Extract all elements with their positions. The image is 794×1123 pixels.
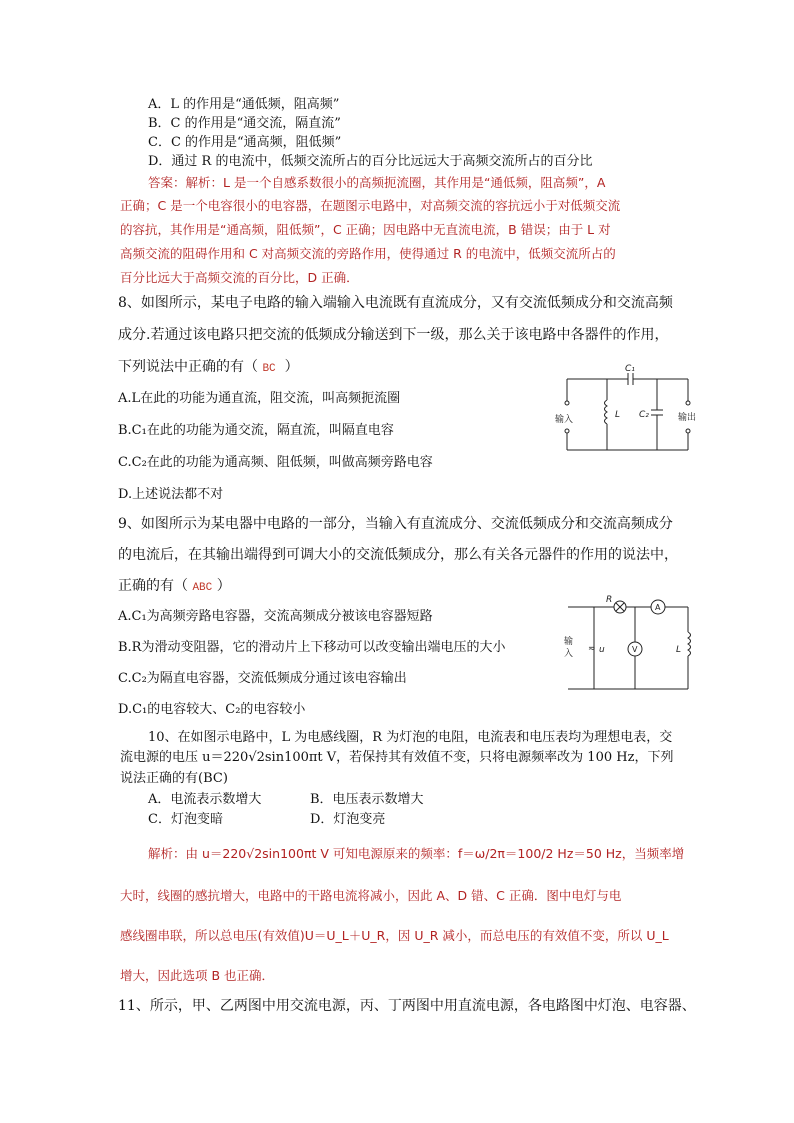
q7-option-a: A．L 的作用是“通低频，阻高频” [148,97,340,112]
q7-option-b: B．C 的作用是“通交流，隔直流” [148,116,341,131]
q7-explanation-line: 正确；C 是一个电容很小的电容器，在题图示电路中，对高频交流的容抗远小于对低频交流 [120,198,621,213]
q9-fig-input-label: 入 [564,649,574,659]
q7-option-d: D．通过 R 的电流中，低频交流所占的百分比远远大于高频交流所占的百分比 [148,154,593,169]
q8-answer: BC [262,363,276,375]
q8-stem-prefix: 下列说法中正确的有（ [118,359,258,375]
q10-option-c: C．灯泡变暗 [148,812,223,827]
q10-explanation-line: 解析：由 u＝220√2sin100πt V 可知电源原来的频率：f＝ω/2π＝100/2 Hz＝50 Hz，当频率增 [148,846,685,861]
q9-fig-ammeter-label: A [655,603,661,612]
q9-stem-line: 的电流后，在其输出端得到可调大小的交流低频成分，那么有关各元器件的作用的说法中， [118,547,678,563]
q9-circuit-diagram [558,594,698,694]
q8-option-d: D.上述说法都不对 [118,487,224,502]
q10-stem-line: 流电源的电压 u＝220√2sin100πt V，若保持其有效值不变，只将电源频率改为 100 Hz，下列 [120,750,674,765]
q9-fig-u-label: u [599,645,605,655]
q9-option-d: D.C₁的电容较大、C₂的电容较小 [118,702,306,717]
q9-answer: ABC [192,582,213,594]
q9-fig-voltmeter-label: V [632,645,638,654]
q11-stem-line: 11、所示，甲、乙两图中用交流电源，丙、丁两图中用直流电源，各电路图中灯泡、电容器、 [118,998,696,1014]
q10-explanation-line: 增大，因此选项 B 也正确． [120,968,275,983]
q10-explanation-line: 感线圈串联，所以总电压(有效值)U＝U_L＋U_R，因 U_R 减小，而总电压的有效值不变，所以 U_L [120,928,669,943]
q8-fig-c1-label: C₁ [625,364,635,374]
q10-explanation-line: 大时，线圈的感抗增大，电路中的干路电流将减小，因此 A、D 错、C 正确．图中电灯与电 [120,888,622,903]
q8-fig-input-label: 输入 [555,415,574,425]
q10-option-d: D．灯泡变亮 [310,812,386,827]
q9-stem-line: 9、如图所示为某电器中电路的一部分，当输入有直流成分、交流低频成分和交流高频成分 [118,516,673,532]
q7-explanation-line: 的容抗，其作用是“通高频，阻低频”，C 正确；因电路中无直流电流，B 错误；由于 L 对 [120,222,611,237]
q8-fig-output-label: 输出 [678,413,697,423]
q8-stem-line [118,359,299,377]
q9-fig-r-label: R [606,595,613,605]
q9-fig-input-label: 输 [564,637,574,647]
q7-explanation-line: 百分比远大于高频交流的百分比，D 正确． [120,270,359,285]
q9-option-c: C.C₂为隔直电容器，交流低频成分通过该电容输出 [118,671,407,686]
q10-option-b: B．电压表示数增大 [310,792,424,807]
q8-fig-c2-label: C₂ [639,410,649,420]
q7-explanation-line: 答案：解析：L 是一个自感系数很小的高频扼流圈，其作用是“通低频，阻高频”，A [148,175,606,190]
q9-stem-line [118,578,231,596]
q9-option-b: B.R为滑动变阻器，它的滑动片上下移动可以改变输出端电压的大小 [118,640,506,655]
q9-option-a: A.C₁为高频旁路电容器，交流高频成分被该电容器短路 [118,609,433,624]
q10-stem-line: 10、在如图示电路中，L 为电感线圈，R 为灯泡的电阻，电流表和电压表均为理想电表，交 [148,730,673,745]
q10-stem-line: 说法正确的有(BC) [120,771,228,786]
q8-fig-l-label: L [615,410,621,420]
q10-option-a: A．电流表示数增大 [148,792,262,807]
q8-option-b: B.C₁在此的功能为通交流，隔直流，叫隔直电容 [118,423,394,438]
svg-text:≂: ≂ [588,644,596,654]
q8-stem-line: 成分.若通过该电路只把交流的低频成分输送到下一级，那么关于该电路中各器件的作用， [118,327,669,343]
q8-circuit-diagram [555,362,705,462]
q9-stem-prefix: 正确的有（ [118,578,188,594]
q8-option-a: A.L在此的功能为通直流，阻交流，叫高频扼流圈 [118,391,401,406]
q8-option-c: C.C₂在此的功能为通高频、阻低频，叫做高频旁路电容 [118,455,433,470]
q9-fig-l-label: L [676,645,682,655]
q7-explanation-line: 高频交流的阻碍作用和 C 对高频交流的旁路作用，使得通过 R 的电流中，低频交流所占的 [120,246,616,261]
q8-stem-line: 8、如图所示，某电子电路的输入端输入电流既有直流成分，又有交流低频成分和交流高频 [118,295,673,311]
q8-stem-close: ） [284,359,299,375]
q9-stem-close: ） [216,578,231,594]
q7-option-c: C．C 的作用是“通高频，阻低频” [148,135,342,150]
